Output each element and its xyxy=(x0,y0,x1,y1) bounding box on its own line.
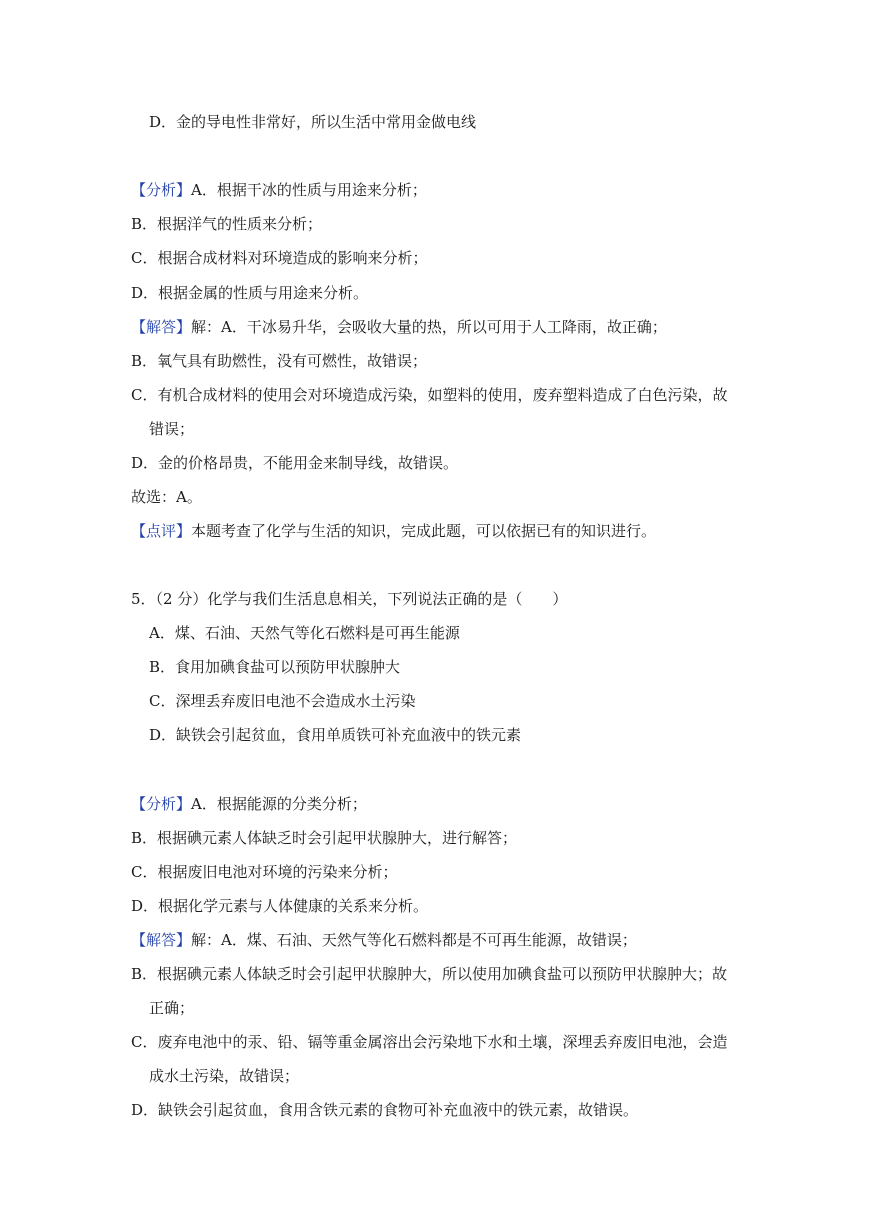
question-5-option: A．煤、石油、天然气等化石燃料是可再生能源 xyxy=(149,624,460,642)
answer-line: 成水土污染，故错误； xyxy=(149,1067,300,1085)
option-d-prev: D．金的导电性非常好，所以生活中常用金做电线 xyxy=(149,113,477,131)
analysis-line: C．根据合成材料对环境造成的影响来分析； xyxy=(131,249,428,267)
analysis-line: D．根据化学元素与人体健康的关系来分析。 xyxy=(131,897,429,915)
analysis-line: B．根据洋气的性质来分析； xyxy=(131,215,323,233)
comment-line: 【点评】本题考查了化学与生活的知识，完成此题，可以依据已有的知识进行。 xyxy=(131,522,657,540)
question-5-option: C．深埋丢弃废旧电池不会造成水土污染 xyxy=(149,692,416,710)
answer-line: D．缺铁会引起贫血，食用含铁元素的食物可补充血液中的铁元素，故错误。 xyxy=(131,1101,639,1119)
answer-line: B．根据碘元素人体缺乏时会引起甲状腺肿大，所以使用加碘食盐可以预防甲状腺肿大；故 xyxy=(131,965,728,983)
question-5-option: D．缺铁会引起贫血，食用单质铁可补充血液中的铁元素 xyxy=(149,726,522,744)
analysis-tag: 【分析】 xyxy=(131,181,192,199)
answer-line: 【解答】解：A．干冰易升华，会吸收大量的热，所以可用于人工降雨，故正确； xyxy=(131,318,667,336)
answer-tag: 【解答】 xyxy=(131,318,192,336)
answer-line: 错误； xyxy=(149,420,195,438)
answer-line: 【解答】解：A．煤、石油、天然气等化石燃料都是不可再生能源，故错误； xyxy=(131,931,637,949)
analysis-line: C．根据废旧电池对环境的污染来分析； xyxy=(131,863,398,881)
analysis-line: 【分析】A．根据能源的分类分析； xyxy=(131,795,367,813)
question-5-stem: 5．（2 分）化学与我们生活息息相关，下列说法正确的是（ ） xyxy=(131,590,568,608)
answer-line: C．废弃电池中的汞、铅、镉等重金属溶出会污染地下水和土壤，深埋丢弃废旧电池，会造 xyxy=(131,1033,728,1051)
analysis-tag: 【分析】 xyxy=(131,795,192,813)
answer-line: C．有机合成材料的使用会对环境造成污染，如塑料的使用，废弃塑料造成了白色污染，故 xyxy=(131,386,728,404)
answer-line: 故选：A。 xyxy=(131,488,202,506)
answer-line: D．金的价格昂贵，不能用金来制导线，故错误。 xyxy=(131,454,459,472)
comment-tag: 【点评】 xyxy=(131,522,192,540)
analysis-line: B．根据碘元素人体缺乏时会引起甲状腺肿大，进行解答； xyxy=(131,829,518,847)
answer-line: B．氧气具有助燃性，没有可燃性，故错误； xyxy=(131,352,428,370)
analysis-line: D．根据金属的性质与用途来分析。 xyxy=(131,284,369,302)
question-5-option: B．食用加碘食盐可以预防甲状腺肿大 xyxy=(149,658,401,676)
answer-tag: 【解答】 xyxy=(131,931,192,949)
analysis-line: 【分析】A．根据干冰的性质与用途来分析； xyxy=(131,181,427,199)
answer-line: 正确； xyxy=(149,999,195,1017)
